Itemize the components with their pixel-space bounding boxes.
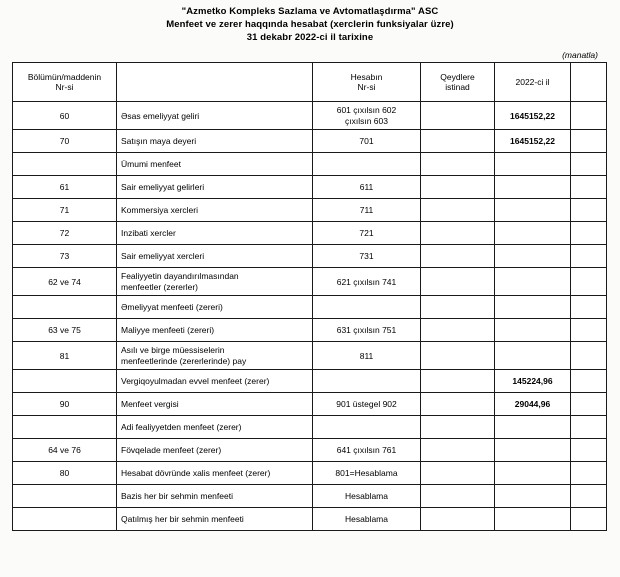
row-value-2022: 1645152,22 [495,130,571,153]
row-account-line: 601 çıxılsın 602 [336,105,397,116]
row-note-ref [421,319,495,342]
row-section-code: 64 ve 76 [13,439,117,462]
table-row [13,393,607,416]
row-value-extra [571,416,607,439]
row-value-2022 [495,268,571,296]
col-header-name [117,63,313,102]
row-value-extra [571,462,607,485]
table-row [13,296,607,319]
row-note-ref [421,393,495,416]
row-value-2022 [495,245,571,268]
table-row [13,199,607,222]
col-header-year: 2022-ci il [495,63,571,102]
row-section-code: 81 [13,342,117,370]
row-account-no [313,296,421,319]
row-item-name [117,462,313,485]
row-account-no [313,153,421,176]
table-row [13,319,607,342]
row-note-ref [421,222,495,245]
row-section-code: 71 [13,199,117,222]
row-value-2022: 145224,96 [495,370,571,393]
row-value-extra [571,439,607,462]
table-row [13,462,607,485]
row-value-2022 [495,485,571,508]
row-value-2022 [495,439,571,462]
row-value-extra [571,153,607,176]
row-account-no [313,199,421,222]
row-account-no [313,508,421,531]
table-row [13,268,607,296]
row-item-name [117,319,313,342]
row-account-no [313,342,421,370]
row-item-name-line: Sair emeliyyat gelirleri [121,182,205,193]
row-account-no [313,370,421,393]
col-header-account: Hesabın Nr-si [313,63,421,102]
row-item-name-line: Əmeliyyat menfeeti (zereri) [121,302,223,313]
row-account-line: 711 [359,205,374,216]
row-value-2022 [495,342,571,370]
row-item-name-line: Asılı ve birge müessiselerin [121,345,225,356]
row-value-2022 [495,319,571,342]
row-item-name-line: Qatılmış her bir sehmin menfeeti [121,514,244,525]
table-row [13,342,607,370]
row-value-extra [571,393,607,416]
row-note-ref [421,296,495,319]
row-section-code: 73 [13,245,117,268]
row-value-extra [571,199,607,222]
row-item-name-line: Hesabat dövründe xalis menfeet (zerer) [121,468,271,479]
row-section-code: 60 [13,102,117,130]
row-section-code [13,370,117,393]
row-item-name-line: Sair emeliyyat xercleri [121,251,205,262]
row-item-name-line: Fövqelade menfeet (zerer) [121,445,222,456]
row-note-ref [421,268,495,296]
col-header-extra [571,63,607,102]
row-account-line: 621 çıxılsın 741 [336,276,397,287]
table-row [13,153,607,176]
row-account-no [313,393,421,416]
row-value-extra [571,245,607,268]
currency-unit: (manatla) [562,50,598,61]
row-item-name-line: Fealiyyetin dayandırılmasından [121,271,239,282]
row-item-name-line: Menfeet vergisi [121,399,179,410]
row-account-line: çıxılsın 603 [345,115,388,126]
table-body [13,102,607,531]
row-item-name [117,199,313,222]
row-account-line: 811 [359,350,374,361]
row-account-line: 721 [359,228,374,239]
row-value-2022 [495,153,571,176]
row-account-no [313,102,421,130]
row-account-no [313,268,421,296]
col-header-section: Bölümün/maddenin Nr-si [13,63,117,102]
row-section-code [13,508,117,531]
row-value-2022 [495,199,571,222]
row-account-no [313,176,421,199]
row-account-line: Hesablama [345,491,388,502]
row-account-line: Hesablama [345,514,388,525]
row-item-name-line: Inzibati xercler [121,228,176,239]
document-header [0,0,620,44]
row-item-name [117,416,313,439]
row-value-extra [571,296,607,319]
row-item-name [117,439,313,462]
row-account-line: 631 çıxılsın 751 [336,325,397,336]
row-account-line: 731 [359,251,374,262]
row-note-ref [421,199,495,222]
row-account-line: 701 [359,136,374,147]
row-value-2022: 1645152,22 [495,102,571,130]
row-value-2022: 29044,96 [495,393,571,416]
table-row [13,130,607,153]
row-item-name [117,268,313,296]
col-header-note: Qeydlere istinad [421,63,495,102]
report-title: Menfeet ve zerer haqqında hesabat (xerclerin funksiyalar üzre) [166,18,454,30]
row-item-name-line: Bazis her bir sehmin menfeeti [121,491,233,502]
table-row [13,102,607,130]
row-value-extra [571,102,607,130]
row-value-extra [571,370,607,393]
table-row [13,245,607,268]
row-item-name [117,393,313,416]
row-note-ref [421,153,495,176]
row-section-code [13,153,117,176]
row-value-extra [571,130,607,153]
table-row [13,222,607,245]
company-title: "Azmetko Kompleks Sazlama ve Avtomatlaşdırma" ASC [181,6,439,17]
row-item-name-line: menfeetlerinde (zererlerinde) pay [121,355,247,366]
table-header-row [13,63,607,102]
profit-loss-table [12,62,607,531]
table-row [13,176,607,199]
row-account-line: 901 üstegel 902 [336,399,397,410]
row-item-name [117,508,313,531]
row-value-extra [571,485,607,508]
table-row [13,370,607,393]
row-note-ref [421,176,495,199]
row-section-code [13,296,117,319]
row-item-name [117,130,313,153]
row-item-name [117,176,313,199]
row-account-no [313,245,421,268]
row-value-extra [571,508,607,531]
row-value-2022 [495,222,571,245]
row-item-name-line: Kommersiya xercleri [121,205,198,216]
row-item-name-line: Maliyye menfeeti (zereri) [121,325,215,336]
row-item-name [117,296,313,319]
row-note-ref [421,370,495,393]
table-row [13,416,607,439]
row-section-code [13,485,117,508]
row-account-no [313,485,421,508]
row-section-code: 80 [13,462,117,485]
row-item-name-line: Adi fealiyyetden menfeet (zerer) [121,422,242,433]
row-item-name [117,153,313,176]
row-account-no [313,439,421,462]
row-item-name [117,245,313,268]
row-note-ref [421,485,495,508]
row-value-2022 [495,416,571,439]
row-account-no [313,416,421,439]
row-item-name-line: Vergiqoyulmadan evvel menfeet (zerer) [121,376,270,387]
table-row [13,508,607,531]
row-account-line: 611 [359,182,374,193]
row-item-name [117,342,313,370]
row-note-ref [421,102,495,130]
row-value-extra [571,268,607,296]
row-value-2022 [495,508,571,531]
row-note-ref [421,342,495,370]
row-note-ref [421,416,495,439]
row-account-line: 801=Hesablama [335,468,398,479]
row-item-name [117,485,313,508]
row-note-ref [421,439,495,462]
row-item-name-line: menfeetler (zererler) [121,281,198,292]
row-item-name [117,370,313,393]
row-value-extra [571,342,607,370]
row-value-extra [571,319,607,342]
row-section-code: 90 [13,393,117,416]
row-section-code: 62 ve 74 [13,268,117,296]
row-account-no [313,319,421,342]
report-date: 31 dekabr 2022-ci il tarixine [246,31,374,43]
table-row [13,485,607,508]
row-account-line: 641 çıxılsın 761 [336,445,397,456]
row-item-name [117,222,313,245]
row-note-ref [421,245,495,268]
row-item-name-line: Ümumi menfeet [121,159,181,170]
row-account-no [313,222,421,245]
row-item-name [117,102,313,130]
row-item-name-line: Əsas emeliyyat geliri [121,110,200,121]
row-section-code: 70 [13,130,117,153]
row-note-ref [421,130,495,153]
row-value-2022 [495,176,571,199]
row-account-no [313,462,421,485]
row-section-code: 63 ve 75 [13,319,117,342]
row-value-2022 [495,462,571,485]
row-section-code: 61 [13,176,117,199]
row-section-code: 72 [13,222,117,245]
row-value-extra [571,222,607,245]
table-container [0,62,620,531]
row-item-name-line: Satışın maya deyeri [121,136,197,147]
row-value-2022 [495,296,571,319]
row-account-no [313,130,421,153]
row-value-extra [571,176,607,199]
table-row [13,439,607,462]
row-note-ref [421,508,495,531]
row-note-ref [421,462,495,485]
row-section-code [13,416,117,439]
